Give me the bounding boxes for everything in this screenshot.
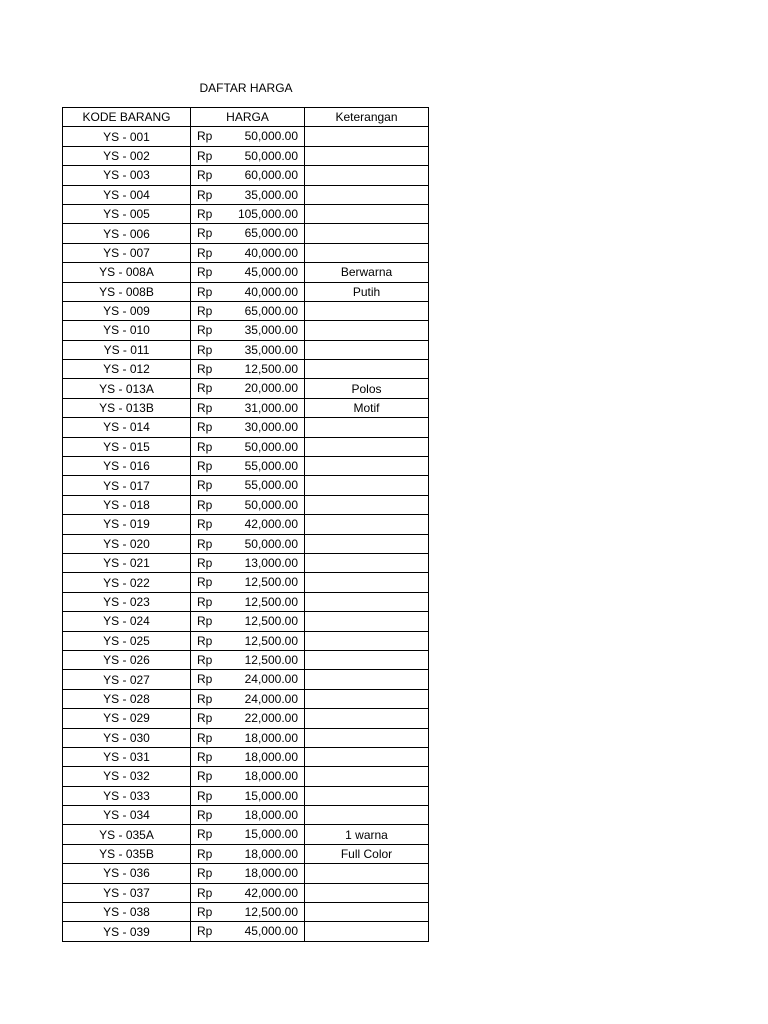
item-code-cell: YS - 011 <box>63 340 191 359</box>
note-cell <box>305 418 429 437</box>
price-amount: 42,000.00 <box>244 885 298 900</box>
table-row <box>63 243 429 262</box>
price-amount: 65,000.00 <box>244 226 298 241</box>
price-cell <box>191 476 305 495</box>
item-code-cell: YS - 013A <box>63 379 191 398</box>
note-cell <box>305 689 429 708</box>
item-code-cell: YS - 013B <box>63 398 191 417</box>
currency-label: Rp <box>197 924 213 939</box>
table-row <box>63 282 429 301</box>
item-code-cell: YS - 015 <box>63 437 191 456</box>
item-code-cell: YS - 002 <box>63 146 191 165</box>
price-amount: 15,000.00 <box>244 788 298 803</box>
price-amount: 42,000.00 <box>244 517 298 532</box>
price-cell <box>191 340 305 359</box>
table-row <box>63 592 429 611</box>
table-row <box>63 301 429 320</box>
table-row <box>63 573 429 592</box>
currency-label: Rp <box>197 730 213 745</box>
table-row <box>63 922 429 941</box>
currency-label: Rp <box>197 265 213 280</box>
price-amount: 50,000.00 <box>244 497 298 512</box>
note-cell: Full Color <box>305 844 429 863</box>
price-amount: 55,000.00 <box>244 478 298 493</box>
price-cell <box>191 786 305 805</box>
item-code-cell: YS - 020 <box>63 534 191 553</box>
price-amount: 31,000.00 <box>244 400 298 415</box>
note-cell <box>305 592 429 611</box>
currency-label: Rp <box>197 827 213 842</box>
price-amount: 12,500.00 <box>244 652 298 667</box>
currency-label: Rp <box>197 652 213 667</box>
price-cell <box>191 844 305 863</box>
price-cell <box>191 903 305 922</box>
price-cell <box>191 864 305 883</box>
price-cell <box>191 166 305 185</box>
table-row <box>63 515 429 534</box>
currency-label: Rp <box>197 497 213 512</box>
table-row <box>63 340 429 359</box>
note-cell <box>305 476 429 495</box>
item-code-cell: YS - 007 <box>63 243 191 262</box>
header-row <box>63 108 429 127</box>
price-cell <box>191 689 305 708</box>
price-cell <box>191 709 305 728</box>
price-cell <box>191 728 305 747</box>
currency-label: Rp <box>197 400 213 415</box>
price-cell <box>191 650 305 669</box>
note-cell <box>305 612 429 631</box>
currency-label: Rp <box>197 245 213 260</box>
currency-label: Rp <box>197 342 213 357</box>
currency-label: Rp <box>197 575 213 590</box>
note-cell <box>305 747 429 766</box>
price-amount: 35,000.00 <box>244 342 298 357</box>
item-code-cell: YS - 033 <box>63 786 191 805</box>
header-harga: HARGA <box>191 108 305 127</box>
item-code-cell: YS - 016 <box>63 457 191 476</box>
price-cell <box>191 534 305 553</box>
currency-label: Rp <box>197 323 213 338</box>
price-amount: 40,000.00 <box>244 284 298 299</box>
price-cell <box>191 495 305 514</box>
table-row <box>63 728 429 747</box>
note-cell <box>305 360 429 379</box>
table-row <box>63 360 429 379</box>
item-code-cell: YS - 001 <box>63 127 191 146</box>
currency-label: Rp <box>197 633 213 648</box>
currency-label: Rp <box>197 303 213 318</box>
price-amount: 45,000.00 <box>244 265 298 280</box>
price-cell <box>191 573 305 592</box>
price-amount: 50,000.00 <box>244 148 298 163</box>
currency-label: Rp <box>197 594 213 609</box>
currency-label: Rp <box>197 129 213 144</box>
item-code-cell: YS - 030 <box>63 728 191 747</box>
price-amount: 45,000.00 <box>244 924 298 939</box>
currency-label: Rp <box>197 808 213 823</box>
price-cell <box>191 922 305 941</box>
note-cell <box>305 767 429 786</box>
table-body <box>63 127 429 941</box>
price-cell <box>191 437 305 456</box>
item-code-cell: YS - 010 <box>63 321 191 340</box>
table-row <box>63 806 429 825</box>
table-row <box>63 263 429 282</box>
price-cell <box>191 127 305 146</box>
table-row <box>63 844 429 863</box>
price-amount: 60,000.00 <box>244 168 298 183</box>
note-cell <box>305 185 429 204</box>
price-cell <box>191 379 305 398</box>
note-cell: Motif <box>305 398 429 417</box>
item-code-cell: YS - 027 <box>63 670 191 689</box>
table-row <box>63 903 429 922</box>
currency-label: Rp <box>197 555 213 570</box>
note-cell <box>305 515 429 534</box>
currency-label: Rp <box>197 362 213 377</box>
currency-label: Rp <box>197 168 213 183</box>
table-row <box>63 204 429 223</box>
currency-label: Rp <box>197 846 213 861</box>
note-cell <box>305 631 429 650</box>
price-amount: 18,000.00 <box>244 769 298 784</box>
note-cell <box>305 883 429 902</box>
currency-label: Rp <box>197 885 213 900</box>
currency-label: Rp <box>197 691 213 706</box>
item-code-cell: YS - 036 <box>63 864 191 883</box>
currency-label: Rp <box>197 381 213 396</box>
price-amount: 15,000.00 <box>244 827 298 842</box>
price-cell <box>191 612 305 631</box>
item-code-cell: YS - 023 <box>63 592 191 611</box>
price-amount: 50,000.00 <box>244 129 298 144</box>
table-row <box>63 864 429 883</box>
currency-label: Rp <box>197 769 213 784</box>
price-cell <box>191 883 305 902</box>
price-cell <box>191 301 305 320</box>
table-row <box>63 418 429 437</box>
item-code-cell: YS - 034 <box>63 806 191 825</box>
price-cell <box>191 515 305 534</box>
item-code-cell: YS - 028 <box>63 689 191 708</box>
table-row <box>63 185 429 204</box>
note-cell <box>305 553 429 572</box>
table-row <box>63 495 429 514</box>
price-amount: 55,000.00 <box>244 459 298 474</box>
item-code-cell: YS - 025 <box>63 631 191 650</box>
currency-label: Rp <box>197 459 213 474</box>
price-cell <box>191 224 305 243</box>
price-cell <box>191 747 305 766</box>
table-row <box>63 476 429 495</box>
table-row <box>63 321 429 340</box>
table-row <box>63 379 429 398</box>
note-cell <box>305 903 429 922</box>
price-amount: 50,000.00 <box>244 536 298 551</box>
header-kode-barang: KODE BARANG <box>63 108 191 127</box>
item-code-cell: YS - 035B <box>63 844 191 863</box>
item-code-cell: YS - 012 <box>63 360 191 379</box>
item-code-cell: YS - 008A <box>63 263 191 282</box>
currency-label: Rp <box>197 517 213 532</box>
price-amount: 12,500.00 <box>244 575 298 590</box>
item-code-cell: YS - 014 <box>63 418 191 437</box>
table-row <box>63 709 429 728</box>
table-row <box>63 127 429 146</box>
table-row <box>63 553 429 572</box>
note-cell <box>305 670 429 689</box>
price-cell <box>191 263 305 282</box>
table-row <box>63 437 429 456</box>
table-row <box>63 631 429 650</box>
price-amount: 30,000.00 <box>244 420 298 435</box>
price-amount: 13,000.00 <box>244 555 298 570</box>
price-amount: 18,000.00 <box>244 846 298 861</box>
note-cell <box>305 166 429 185</box>
price-amount: 12,500.00 <box>244 905 298 920</box>
item-code-cell: YS - 029 <box>63 709 191 728</box>
price-amount: 35,000.00 <box>244 323 298 338</box>
price-amount: 40,000.00 <box>244 245 298 260</box>
price-amount: 22,000.00 <box>244 711 298 726</box>
note-cell <box>305 340 429 359</box>
header-keterangan: Keterangan <box>305 108 429 127</box>
price-cell <box>191 398 305 417</box>
price-cell <box>191 204 305 223</box>
note-cell <box>305 457 429 476</box>
currency-label: Rp <box>197 226 213 241</box>
table-row <box>63 146 429 165</box>
currency-label: Rp <box>197 711 213 726</box>
price-cell <box>191 670 305 689</box>
item-code-cell: YS - 037 <box>63 883 191 902</box>
price-amount: 35,000.00 <box>244 187 298 202</box>
price-cell <box>191 592 305 611</box>
price-amount: 24,000.00 <box>244 672 298 687</box>
price-amount: 50,000.00 <box>244 439 298 454</box>
price-amount: 18,000.00 <box>244 730 298 745</box>
price-cell <box>191 553 305 572</box>
currency-label: Rp <box>197 536 213 551</box>
item-code-cell: YS - 017 <box>63 476 191 495</box>
table-row <box>63 534 429 553</box>
note-cell <box>305 864 429 883</box>
note-cell <box>305 204 429 223</box>
price-amount: 24,000.00 <box>244 691 298 706</box>
price-cell <box>191 146 305 165</box>
note-cell <box>305 224 429 243</box>
table-row <box>63 786 429 805</box>
item-code-cell: YS - 026 <box>63 650 191 669</box>
price-amount: 18,000.00 <box>244 808 298 823</box>
currency-label: Rp <box>197 672 213 687</box>
note-cell <box>305 728 429 747</box>
price-cell <box>191 825 305 844</box>
item-code-cell: YS - 032 <box>63 767 191 786</box>
table-row <box>63 825 429 844</box>
currency-label: Rp <box>197 284 213 299</box>
price-cell <box>191 243 305 262</box>
note-cell <box>305 127 429 146</box>
item-code-cell: YS - 018 <box>63 495 191 514</box>
item-code-cell: YS - 024 <box>63 612 191 631</box>
item-code-cell: YS - 008B <box>63 282 191 301</box>
item-code-cell: YS - 006 <box>63 224 191 243</box>
table-row <box>63 767 429 786</box>
price-cell <box>191 282 305 301</box>
table-row <box>63 224 429 243</box>
price-cell <box>191 321 305 340</box>
item-code-cell: YS - 038 <box>63 903 191 922</box>
table-row <box>63 689 429 708</box>
item-code-cell: YS - 022 <box>63 573 191 592</box>
price-cell <box>191 806 305 825</box>
note-cell <box>305 650 429 669</box>
table-row <box>63 670 429 689</box>
item-code-cell: YS - 039 <box>63 922 191 941</box>
price-amount: 12,500.00 <box>244 633 298 648</box>
note-cell <box>305 709 429 728</box>
note-cell: 1 warna <box>305 825 429 844</box>
note-cell <box>305 321 429 340</box>
price-cell <box>191 360 305 379</box>
note-cell <box>305 243 429 262</box>
table-row <box>63 650 429 669</box>
note-cell <box>305 806 429 825</box>
price-cell <box>191 457 305 476</box>
table-row <box>63 457 429 476</box>
price-cell <box>191 767 305 786</box>
item-code-cell: YS - 019 <box>63 515 191 534</box>
currency-label: Rp <box>197 148 213 163</box>
price-amount: 12,500.00 <box>244 614 298 629</box>
item-code-cell: YS - 003 <box>63 166 191 185</box>
price-amount: 65,000.00 <box>244 303 298 318</box>
price-amount: 12,500.00 <box>244 362 298 377</box>
currency-label: Rp <box>197 614 213 629</box>
table-row <box>63 747 429 766</box>
note-cell <box>305 495 429 514</box>
currency-label: Rp <box>197 439 213 454</box>
currency-label: Rp <box>197 420 213 435</box>
table-row <box>63 398 429 417</box>
table-row <box>63 166 429 185</box>
table-row <box>63 612 429 631</box>
currency-label: Rp <box>197 788 213 803</box>
price-amount: 105,000.00 <box>237 206 298 221</box>
note-cell <box>305 534 429 553</box>
currency-label: Rp <box>197 187 213 202</box>
page-title: DAFTAR HARGA <box>199 81 293 95</box>
note-cell: Berwarna <box>305 263 429 282</box>
price-cell <box>191 631 305 650</box>
price-amount: 18,000.00 <box>244 749 298 764</box>
currency-label: Rp <box>197 866 213 881</box>
currency-label: Rp <box>197 905 213 920</box>
item-code-cell: YS - 004 <box>63 185 191 204</box>
table-row <box>63 883 429 902</box>
note-cell: Putih <box>305 282 429 301</box>
item-code-cell: YS - 009 <box>63 301 191 320</box>
note-cell <box>305 437 429 456</box>
item-code-cell: YS - 021 <box>63 553 191 572</box>
price-amount: 20,000.00 <box>244 381 298 396</box>
note-cell <box>305 301 429 320</box>
price-amount: 18,000.00 <box>244 866 298 881</box>
currency-label: Rp <box>197 749 213 764</box>
price-list-table <box>62 107 429 942</box>
note-cell <box>305 922 429 941</box>
note-cell <box>305 786 429 805</box>
item-code-cell: YS - 005 <box>63 204 191 223</box>
price-cell <box>191 185 305 204</box>
price-amount: 12,500.00 <box>244 594 298 609</box>
item-code-cell: YS - 035A <box>63 825 191 844</box>
price-cell <box>191 418 305 437</box>
note-cell <box>305 573 429 592</box>
currency-label: Rp <box>197 206 213 221</box>
note-cell: Polos <box>305 379 429 398</box>
item-code-cell: YS - 031 <box>63 747 191 766</box>
currency-label: Rp <box>197 478 213 493</box>
note-cell <box>305 146 429 165</box>
